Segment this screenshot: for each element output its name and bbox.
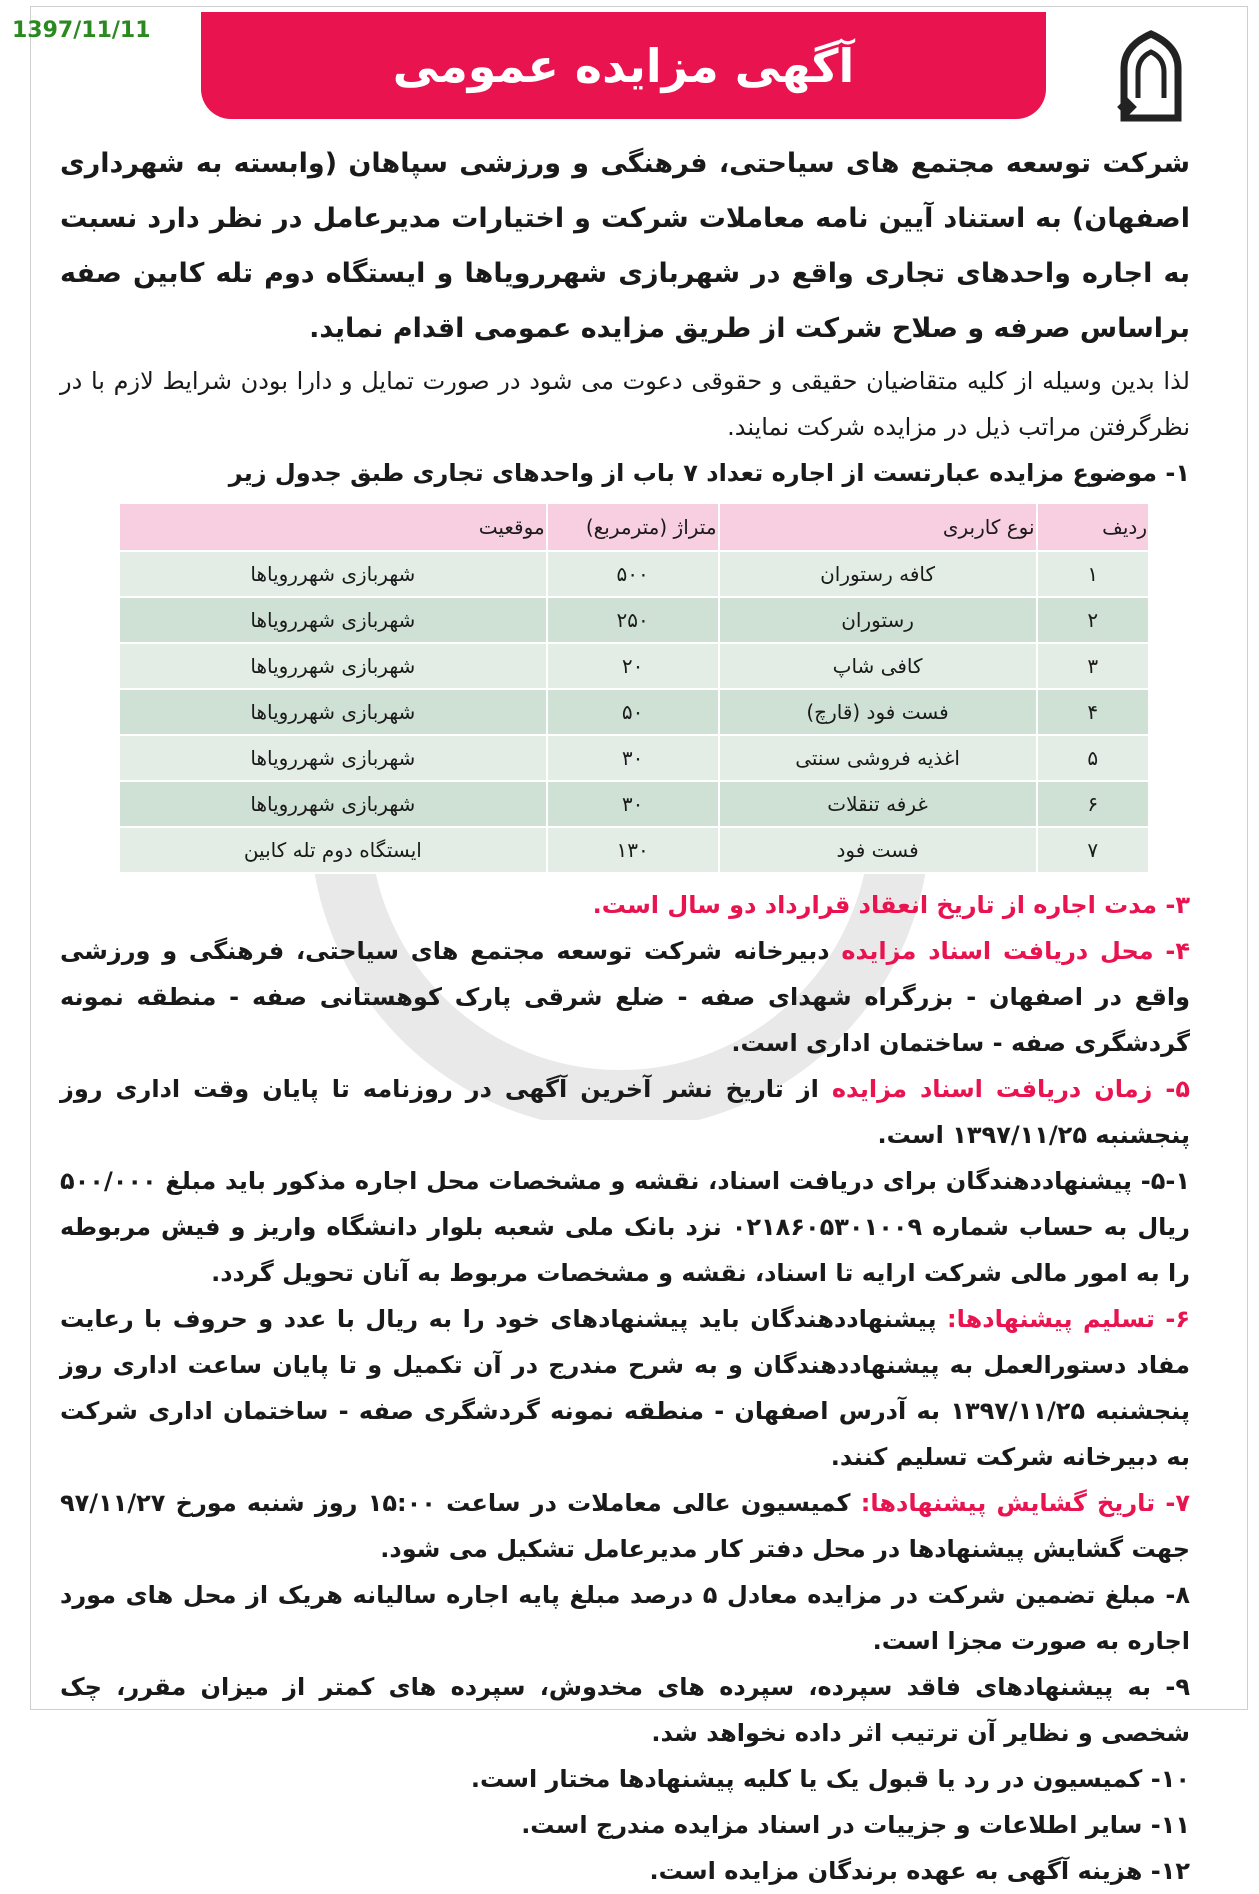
item-12: ۱۲- هزینه آگهی به عهده برندگان مزایده است. xyxy=(649,1857,1190,1885)
cell-location: شهربازی شهررویاها xyxy=(119,551,547,597)
cell-location: شهربازی شهررویاها xyxy=(119,597,547,643)
header-row-number: ردیف xyxy=(1037,503,1149,551)
cell-row-number: ۲ xyxy=(1037,597,1149,643)
notice-body xyxy=(60,136,1190,1894)
cell-location: شهربازی شهررویاها xyxy=(119,781,547,827)
cell-area: ۲۰ xyxy=(547,643,719,689)
table-header-row xyxy=(119,503,1149,551)
municipality-logo-icon xyxy=(1116,28,1186,124)
cell-location: ایستگاه دوم تله کابین xyxy=(119,827,547,873)
cell-area: ۳۰ xyxy=(547,781,719,827)
item-7 xyxy=(60,1480,1190,1572)
cell-area: ۵۰ xyxy=(547,689,719,735)
table-row xyxy=(119,689,1149,735)
intro-paragraph: شرکت توسعه مجتمع های سیاحتی، فرهنگی و ورزشی سپاهان (وابسته به شهرداری اصفهان) به استناد آیین نامه معاملات شرکت و اختیارات مدیرعامل در نظر دارد نسبت به اجاره واحدهای تجاری واقع در شهربازی شهررویاها و ایستگاه دوم تله کابین صفه براساس صرفه و صلاح شرکت از طریق مزایده عمومی اقدام نماید. xyxy=(60,148,1190,344)
item-5 xyxy=(60,1066,1190,1158)
table-row xyxy=(119,597,1149,643)
cell-usage-type: فست فود (قارچ) xyxy=(719,689,1037,735)
item-7-label: ۷- تاریخ گشایش پیشنهادها: xyxy=(860,1489,1191,1517)
page-title: آگهی مزایده عمومی xyxy=(201,12,1046,119)
cell-usage-type: فست فود xyxy=(719,827,1037,873)
item-8: ۸- مبلغ تضمین شرکت در مزایده معادل ۵ درصد مبلغ پایه اجاره سالیانه هریک از محل های مورد اجاره به صورت مجزا است. xyxy=(60,1581,1190,1655)
item-10: ۱۰- کمیسیون در رد یا قبول یک یا کلیه پیشنهادها مختار است. xyxy=(470,1765,1190,1793)
item-5-label: ۵- زمان دریافت اسناد مزایده xyxy=(831,1075,1191,1103)
table-row xyxy=(119,551,1149,597)
item-6-label: ۶- تسلیم پیشنهادها: xyxy=(947,1305,1191,1333)
item-5-text: از تاریخ نشر آخرین آگهی در روزنامه تا پایان وقت اداری روز پنجشنبه ۱۳۹۷/۱۱/۲۵ است. xyxy=(60,1075,1190,1149)
header-usage-type: نوع کاربری xyxy=(719,503,1037,551)
table-row xyxy=(119,643,1149,689)
header-location: موقعیت xyxy=(119,503,547,551)
cell-row-number: ۶ xyxy=(1037,781,1149,827)
cell-location: شهربازی شهررویاها xyxy=(119,735,547,781)
date-stamp: 1397/11/11 xyxy=(12,18,151,43)
cell-row-number: ۱ xyxy=(1037,551,1149,597)
item-6-text: پیشنهاددهندگان باید پیشنهادهای خود را به ریال با عدد و حروف با رعایت مفاد دستورالعمل به پیشنهاددهندگان و به شرح مندرج در آن تکمیل و تا پایان ساعت اداری روز پنجشنبه ۱۳۹۷/۱۱/۲۵ به آدرس اصفهان - منطقه نمونه گردشگری صفه - ساختمان اداری شرکت به دبیرخانه شرکت تسلیم کنند. xyxy=(60,1305,1190,1471)
cell-usage-type: اغذیه فروشی سنتی xyxy=(719,735,1037,781)
item-5-1: ۵-۱- پیشنهاددهندگان برای دریافت اسناد، نقشه و مشخصات محل اجاره مذکور باید مبلغ ۵۰۰/۰۰۰ ریال به حساب شماره ۰۲۱۸۶۰۵۳۰۱۰۰۹ نزد بانک ملی شعبه بلوار دانشگاه واریز و فیش مربوطه را به امور مالی شرکت ارایه تا اسناد، نقشه و مشخصات مربوط به آنان تحویل گردد. xyxy=(60,1167,1190,1287)
item-11: ۱۱- سایر اطلاعات و جزییات در اسناد مزایده مندرج است. xyxy=(521,1811,1190,1839)
item-1: ۱- موضوع مزایده عبارتست از اجاره تعداد ۷ باب از واحدهای تجاری طبق جدول زیر xyxy=(228,459,1190,487)
table-row xyxy=(119,781,1149,827)
table-row xyxy=(119,827,1149,873)
item-6 xyxy=(60,1296,1190,1480)
cell-usage-type: کافی شاپ xyxy=(719,643,1037,689)
units-table xyxy=(118,502,1150,874)
invitation-paragraph: لذا بدین وسیله از کلیه متقاضیان حقیقی و حقوقی دعوت می شود در صورت تمایل و دارا بودن شرایط لازم با در نظرگرفتن مراتب ذیل در مزایده شرکت نمایند. xyxy=(60,367,1190,441)
cell-usage-type: غرفه تنقلات xyxy=(719,781,1037,827)
cell-area: ۲۵۰ xyxy=(547,597,719,643)
item-9: ۹- به پیشنهادهای فاقد سپرده، سپرده های مخدوش، سپرده های کمتر از میزان مقرر، چک شخصی و نظایر آن ترتیب اثر داده نخواهد شد. xyxy=(60,1673,1190,1747)
cell-area: ۵۰۰ xyxy=(547,551,719,597)
cell-location: شهربازی شهررویاها xyxy=(119,643,547,689)
cell-row-number: ۷ xyxy=(1037,827,1149,873)
header-area: متراژ (مترمربع) xyxy=(547,503,719,551)
item-4 xyxy=(60,928,1190,1066)
cell-area: ۳۰ xyxy=(547,735,719,781)
cell-row-number: ۳ xyxy=(1037,643,1149,689)
item-7-text: کمیسیون عالی معاملات در ساعت ۱۵:۰۰ روز شنبه مورخ ۹۷/۱۱/۲۷ جهت گشایش پیشنهادها در محل دفتر کار مدیرعامل تشکیل می شود. xyxy=(60,1489,1190,1563)
cell-location: شهربازی شهررویاها xyxy=(119,689,547,735)
item-3: ۳- مدت اجاره از تاریخ انعقاد قرارداد دو سال است. xyxy=(592,891,1190,919)
item-4-text: دبیرخانه شرکت توسعه مجتمع های سیاحتی، فرهنگی و ورزشی واقع در اصفهان - بزرگراه شهدای صفه - ضلع شرقی پارک کوهستانی صفه - منطقه نمونه گردشگری صفه - ساختمان اداری است. xyxy=(60,937,1190,1057)
cell-usage-type: رستوران xyxy=(719,597,1037,643)
cell-row-number: ۴ xyxy=(1037,689,1149,735)
item-4-label: ۴- محل دریافت اسناد مزایده xyxy=(841,937,1191,965)
cell-row-number: ۵ xyxy=(1037,735,1149,781)
cell-usage-type: کافه رستوران xyxy=(719,551,1037,597)
cell-area: ۱۳۰ xyxy=(547,827,719,873)
table-row xyxy=(119,735,1149,781)
